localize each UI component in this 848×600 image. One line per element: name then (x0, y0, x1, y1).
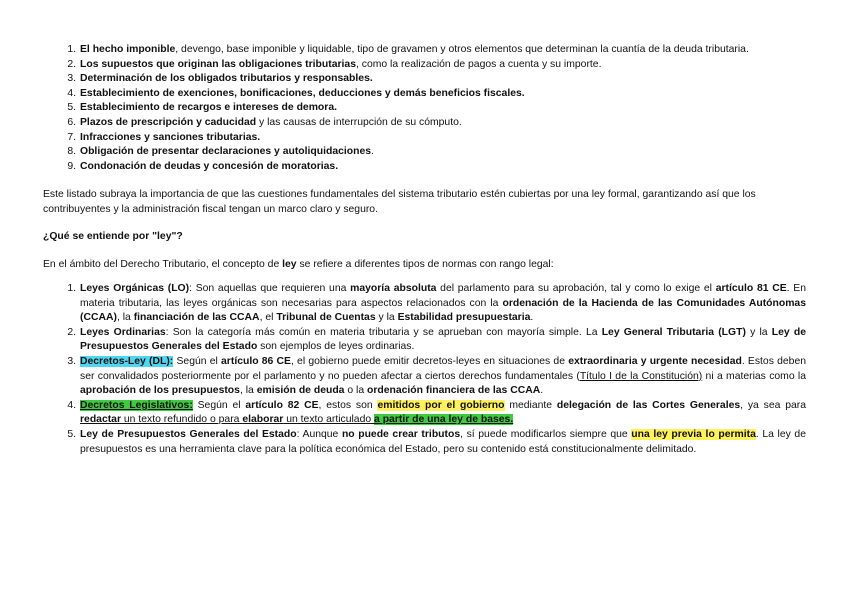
list-item-bold: Obligación de presentar declaraciones y autoliquidaciones (80, 146, 372, 158)
term: Tribunal de Cuentas (276, 312, 376, 324)
text: ni a materias como la (702, 370, 807, 382)
underlined-term: redactar (80, 414, 122, 426)
list-item (67, 116, 820, 131)
list-item (67, 58, 820, 73)
list-item-text: , devengo, base imponible y liquidable, tipo de gravamen y otros elementos que determinan la cuantía de la deuda tributaria. (175, 44, 749, 55)
text: mediante (504, 399, 557, 411)
list-item (67, 131, 820, 146)
list-item-text: , como la realización de pagos a cuenta y su importe. (355, 58, 602, 70)
text: , el gobierno puede emitir decretos-leyes en situaciones de (290, 355, 569, 367)
list-item-decretos-ley (67, 355, 807, 399)
highlighted-term: Decretos Legislativos: (80, 399, 193, 411)
highlighted-term: Decretos-Ley (DL): (80, 355, 174, 367)
term: Ley de Presupuestos Generales del Estado (80, 428, 297, 440)
list-item-bold: Determinación de los obligados tributarios y responsables. (80, 73, 373, 85)
list-number: 2. (67, 58, 76, 70)
term: Leyes Orgánicas (LO) (80, 283, 190, 294)
text: , la (239, 385, 257, 397)
underlined-text: un texto articulado (283, 414, 375, 426)
list-item-bold: Condonación de deudas y concesión de moratorias. (80, 160, 339, 172)
list-item-text: . (371, 146, 374, 158)
text: : Son la categoría más común en materia tributaria y se aprueban con mayoría simple. La (165, 326, 602, 338)
term: mayoría absoluta (350, 283, 437, 294)
highlighted-term: emitidos por el gobierno (377, 399, 505, 411)
list-item-bold: Los supuestos que originan las obligaciones tributarias (80, 58, 356, 70)
term: Ley General Tributaria (LGT) (601, 326, 746, 338)
text: : Son aquellas que requieren una (189, 283, 351, 294)
list-item-bold: El hecho imponible (80, 44, 176, 55)
list-number: 2. (67, 326, 76, 338)
list-number: 3. (67, 355, 76, 367)
list-item-bold: Establecimiento de recargos e intereses de demora. (80, 102, 337, 114)
text: son ejemplos de leyes ordinarias. (257, 341, 415, 353)
list-item (67, 87, 820, 102)
text: , el (259, 312, 277, 324)
text: , sí puede modificarlos siempre que (460, 428, 632, 440)
text: del parlamento para su aprobación, tal y como lo exige el (436, 283, 716, 294)
term: artículo 82 CE (245, 399, 319, 411)
term: ordenación de la Hacienda de las Comunidades Autónomas (CCAA) (80, 297, 806, 324)
term: extraordinaria y urgente necesidad (568, 355, 742, 367)
law-types-list (67, 282, 807, 457)
list-item (67, 101, 820, 116)
intro-paragraph (43, 258, 805, 273)
list-item (67, 43, 820, 58)
term: artículo 81 CE (715, 283, 787, 294)
list-number: 7. (67, 131, 76, 143)
list-number: 9. (67, 160, 76, 172)
highlighted-term: una ley previa lo permita (631, 428, 756, 440)
intro-text: En el ámbito del Derecho Tributario, el concepto de (43, 259, 283, 270)
list-number: 5. (67, 102, 76, 114)
term: emisión de deuda (256, 385, 345, 397)
list-item-text: y las causas de interrupción de su cómputo. (256, 116, 462, 128)
highlighted-term: a partir de una ley de bases. (374, 414, 514, 426)
text: , ya sea para (740, 399, 807, 411)
tax-matters-list (67, 43, 820, 174)
list-item (67, 72, 820, 87)
list-number: 1. (67, 283, 76, 294)
text: . Estos deben ser convalidados posteriormente por el parlamento y no pueden afectar a ciertos derechos fundamentales ( (80, 355, 807, 382)
term: financiación de las CCAA (133, 312, 260, 324)
text: . (540, 385, 544, 397)
list-number: 1. (67, 44, 76, 55)
text: . En materia tributaria, las leyes orgánicas son necesarias para aspectos relacionados con la (80, 283, 806, 309)
list-item (67, 160, 820, 175)
term: delegación de las Cortes Generales (556, 399, 741, 411)
list-item-ley-presupuestos (67, 428, 806, 457)
term: artículo 86 CE (221, 355, 291, 367)
list-number: 5. (67, 428, 76, 440)
term: no puede crear tributos (341, 428, 461, 440)
list-item (67, 145, 820, 160)
text: , la (116, 312, 134, 324)
text: Según el (173, 355, 222, 367)
intro-bold: ley (282, 259, 297, 270)
text: , estos son (318, 399, 378, 411)
text: : Aunque (296, 428, 342, 440)
text: . La ley de presupuestos es una herramienta clave para la política económica del Estado, pero su contenido está constitucionalmente delimitado. (80, 428, 806, 455)
text: . (530, 312, 534, 324)
term: Ley de Presupuestos Generales del Estado (80, 326, 806, 353)
underlined-text: un texto refundido o para (121, 414, 243, 426)
list-number: 4. (67, 87, 76, 99)
term: aprobación de los presupuestos (80, 385, 240, 397)
list-number: 3. (67, 73, 76, 85)
list-number: 6. (67, 116, 76, 128)
text: y la (375, 312, 398, 324)
term: Estabilidad presupuestaria (397, 312, 531, 324)
text: y la (745, 326, 772, 338)
underlined-term: elaborar (242, 414, 284, 426)
list-item-bold: Establecimiento de exenciones, bonificaciones, deducciones y demás beneficios fiscales. (80, 87, 525, 99)
list-item-leyes-organicas (67, 282, 806, 326)
underlined-text: Título I de la Constitución) (579, 370, 703, 382)
list-item-bold: Plazos de prescripción y caducidad (80, 116, 257, 128)
list-number: 8. (67, 146, 76, 158)
list-item-bold: Infracciones y sanciones tributarias. (80, 131, 261, 143)
term: ordenación financiera de las CCAA (366, 385, 541, 397)
section-heading: ¿Qué se entiende por "ley"? (43, 231, 183, 242)
intro-text: se refiere a diferentes tipos de normas con rango legal: (296, 259, 554, 270)
list-item-decretos-legislativos (67, 399, 807, 428)
list-item-leyes-ordinarias (67, 326, 806, 355)
text: Según el (192, 399, 246, 411)
list-number: 4. (67, 399, 76, 411)
term: Leyes Ordinarias (80, 326, 166, 338)
summary-paragraph: Este listado subraya la importancia de que las cuestiones fundamentales del sistema tributario estén cubiertas por una ley formal, garantizando así que los contribuyentes y la administración fiscal tengan un marco claro y seguro. (43, 189, 756, 215)
text: o la (344, 385, 367, 397)
